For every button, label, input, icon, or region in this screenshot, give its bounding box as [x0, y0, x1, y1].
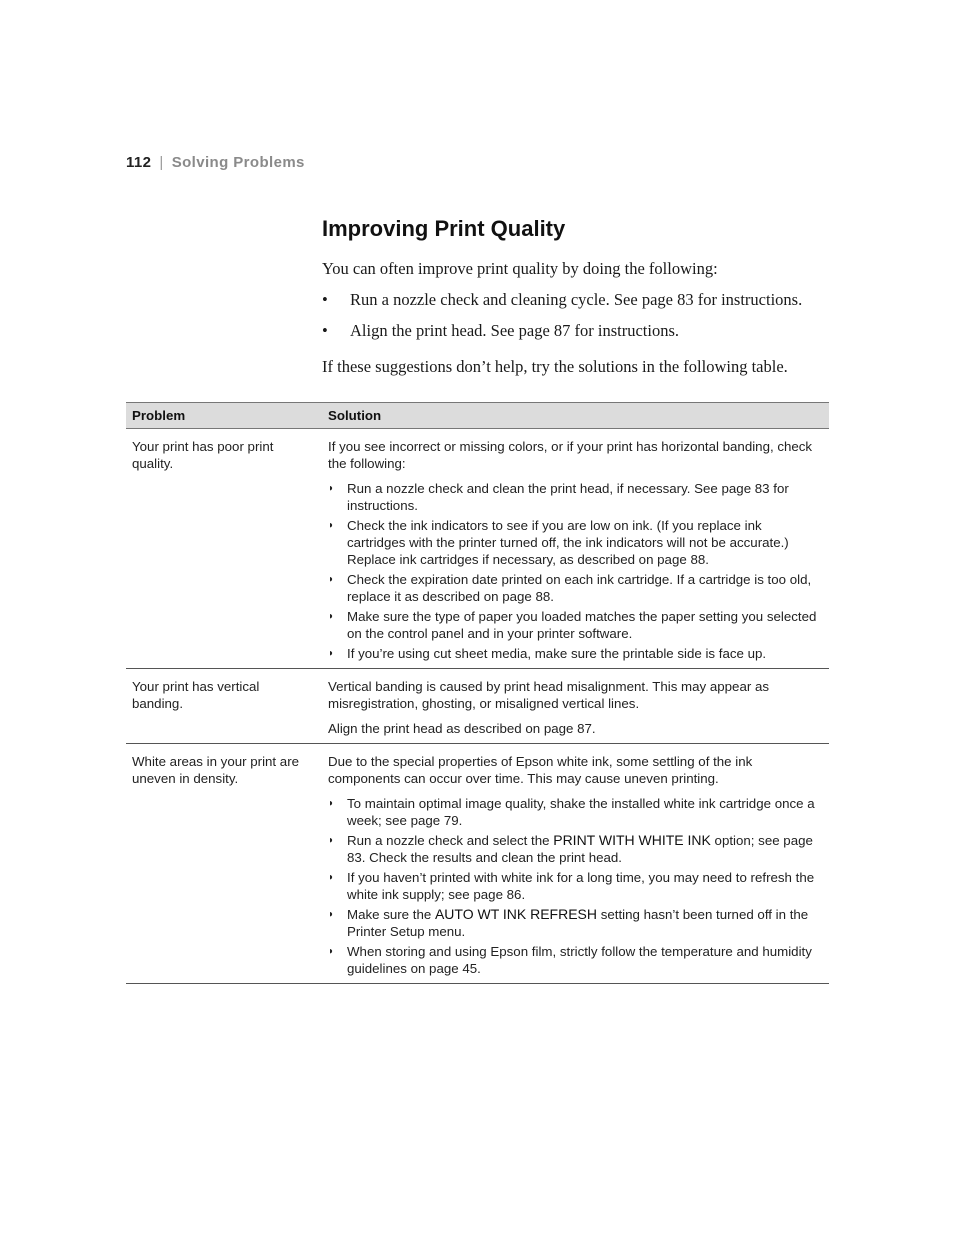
solution-bullet	[328, 571, 823, 605]
page-title: Improving Print Quality	[322, 216, 566, 241]
intro-bullet-item	[322, 320, 832, 342]
problem-cell: Your print has vertical banding.	[132, 679, 260, 711]
column-header-problem: Problem	[132, 408, 186, 423]
triangle-bullet-icon: ◗	[328, 574, 335, 585]
intro-bullet-item	[322, 289, 832, 311]
problem-cell: Your print has poor print quality.	[132, 439, 274, 471]
triangle-bullet-icon: ◗	[328, 611, 335, 622]
solution-bullet-list	[328, 795, 823, 977]
solution-bullet-text: If you’re using cut sheet media, make sure the printable side is face up.	[347, 646, 767, 661]
table-header	[126, 402, 829, 429]
triangle-bullet-icon: ◗	[328, 798, 335, 809]
intro-after: If these suggestions don’t help, try the solutions in the following table.	[322, 357, 788, 376]
triangle-bullet-icon: ◗	[328, 648, 335, 659]
bullet-icon: •	[322, 290, 328, 309]
triangle-bullet-icon: ◗	[328, 483, 335, 494]
intro-bullet-list	[322, 289, 832, 342]
triangle-bullet-icon: ◗	[328, 520, 335, 531]
triangle-bullet-icon: ◗	[328, 872, 335, 883]
intro-lead: You can often improve print quality by doing the following:	[322, 259, 718, 278]
bullet-icon: •	[322, 321, 328, 340]
solution-bullet	[328, 480, 823, 514]
solution-bullet-text: If you haven’t printed with white ink for a long time, you may need to refresh the white ink supply; see page 86.	[347, 870, 815, 902]
solution-bullet-text: Run a nozzle check and clean the print head, if necessary. See page 83 for instructions.	[347, 481, 789, 513]
solution-paragraph: Align the print head as described on page 87.	[328, 721, 596, 736]
solution-cell	[322, 744, 829, 983]
running-header	[126, 154, 305, 171]
problem-cell: White areas in your print are uneven in density.	[132, 754, 300, 786]
solution-bullet-text: Check the expiration date printed on each ink cartridge. If a cartridge is too old, replace it as described on page 88.	[347, 572, 812, 604]
triangle-bullet-icon: ◗	[328, 909, 335, 920]
table-row	[126, 429, 829, 669]
solution-bullet-text: setting hasn’t been turned off in the Printer Setup menu.	[347, 907, 809, 939]
solution-bullet	[328, 943, 823, 977]
section-title: Solving Problems	[171, 154, 305, 171]
solution-bullet-list	[328, 480, 823, 662]
solution-bullet-text: Make sure the	[347, 907, 435, 922]
table-row	[126, 669, 829, 744]
solution-bullet	[328, 608, 823, 642]
page-number: 112	[126, 154, 152, 171]
solution-bullet	[328, 517, 823, 568]
menu-option-term: AUTO WT INK REFRESH	[434, 906, 598, 922]
solution-bullet	[328, 645, 823, 662]
solution-lead: Due to the special properties of Epson white ink, some settling of the ink components can occur over time. This may cause uneven printing.	[328, 754, 753, 786]
intro-bullet-text: Run a nozzle check and cleaning cycle. See page 83 for instructions.	[350, 290, 803, 309]
intro-bullet-text: Align the print head. See page 87 for instructions.	[350, 321, 680, 340]
solution-bullet-text: Check the ink indicators to see if you are low on ink. (If you replace ink cartridges with the printer turned off, the ink indicators will not be accurate.) Replace ink cartridges if necessary, as described on page 88.	[347, 518, 789, 567]
column-header-solution: Solution	[328, 408, 382, 423]
solution-cell	[322, 669, 829, 743]
solution-bullet	[328, 795, 823, 829]
solution-cell	[322, 429, 829, 668]
solution-bullet-text: To maintain optimal image quality, shake the installed white ink cartridge once a week; see page 79.	[347, 796, 815, 828]
solution-bullet-text: Make sure the type of paper you loaded matches the paper setting you selected on the control panel and in your printer software.	[347, 609, 817, 641]
solution-bullet	[328, 832, 823, 866]
triangle-bullet-icon: ◗	[328, 946, 335, 957]
header-separator: |	[159, 154, 164, 171]
solution-lead: If you see incorrect or missing colors, or if your print has horizontal banding, check the following:	[328, 439, 813, 471]
solution-bullet	[328, 906, 823, 940]
solution-bullet	[328, 869, 823, 903]
troubleshooting-table	[126, 402, 829, 984]
solution-bullet-text: option; see page 83. Check the results and clean the print head.	[347, 833, 813, 865]
solution-bullet-text: When storing and using Epson film, strictly follow the temperature and humidity guidelines on page 45.	[347, 944, 812, 976]
intro-section	[322, 258, 832, 378]
solution-bullet-text: Run a nozzle check and select the	[347, 833, 554, 848]
table-row	[126, 744, 829, 984]
triangle-bullet-icon: ◗	[328, 835, 335, 846]
menu-option-term: PRINT WITH WHITE INK	[553, 832, 711, 848]
solution-paragraph: Vertical banding is caused by print head misalignment. This may appear as misregistration, ghosting, or misaligned vertical lines.	[328, 679, 770, 711]
